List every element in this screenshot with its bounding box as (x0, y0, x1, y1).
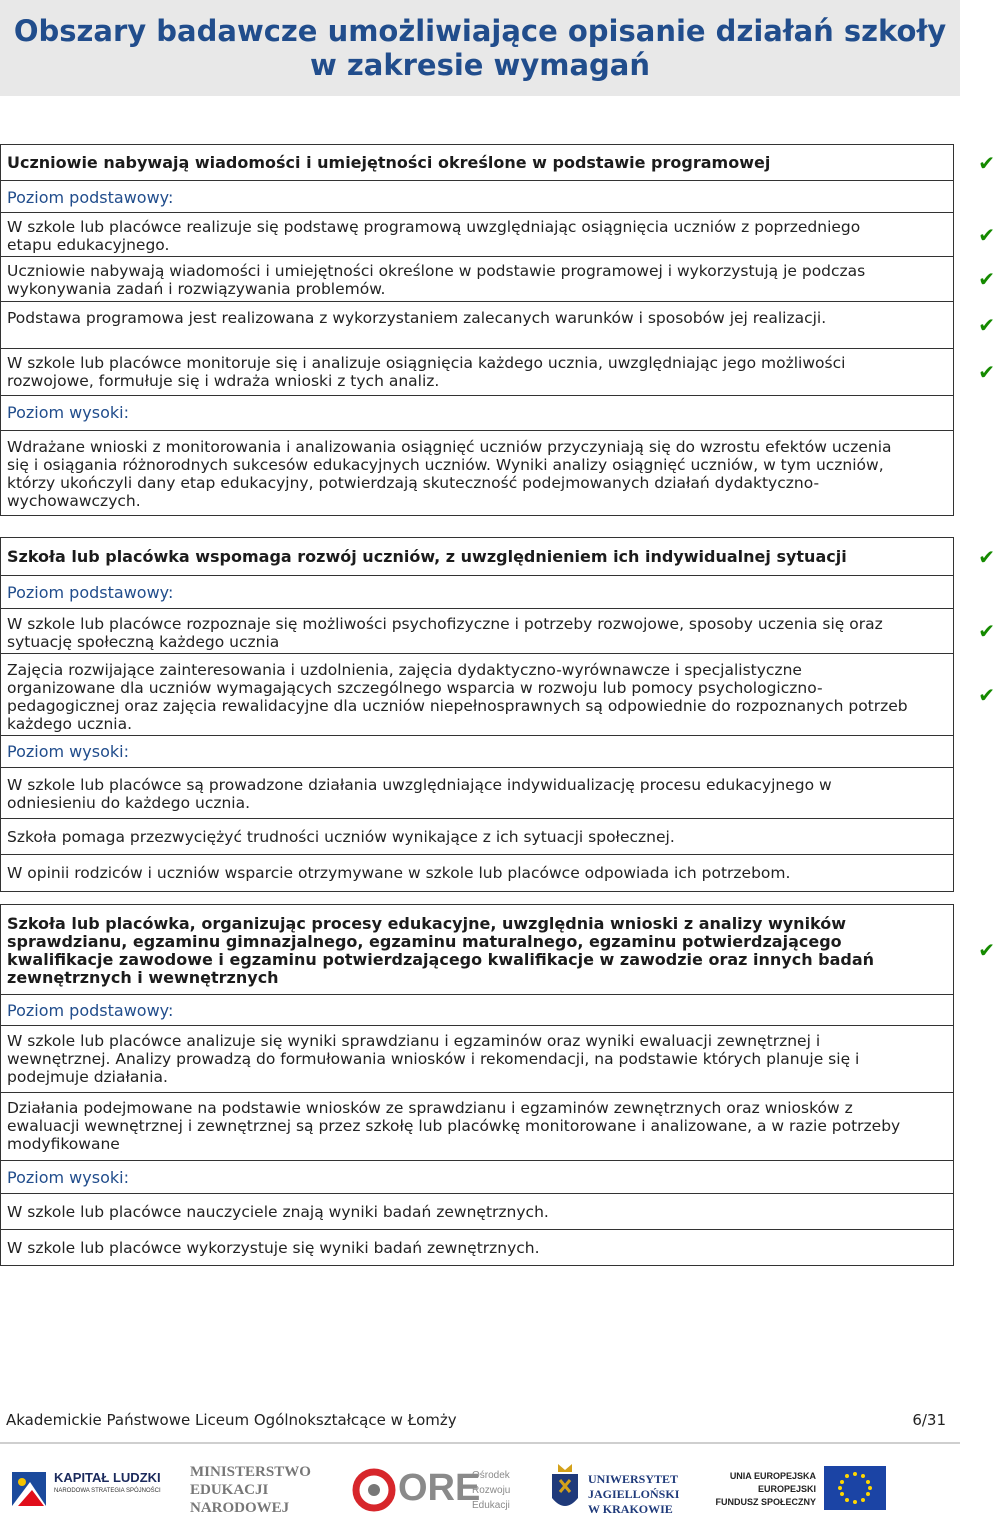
uj-logo (548, 1458, 688, 1524)
uj-text (588, 1472, 679, 1517)
section-2 (0, 538, 995, 892)
requirement-item (0, 608, 995, 654)
ore-subtitle (472, 1468, 510, 1513)
page-footer (6, 1411, 946, 1429)
section-title-row (0, 144, 995, 181)
check-icon: ✔ (978, 360, 995, 384)
high-level-label-row (0, 1160, 954, 1194)
uj-line1: UNIWERSYTET (588, 1472, 679, 1486)
check-icon: ✔ (978, 937, 995, 962)
basic-level-label-row (0, 180, 954, 213)
section-1 (0, 145, 995, 516)
flag-icon (10, 1464, 50, 1514)
requirement-item (0, 1092, 954, 1161)
check-icon: ✔ (978, 222, 995, 247)
requirement-text: W szkole lub placówce nauczyciele znają wyniki badań zewnętrznych. (7, 1203, 549, 1221)
ore-sub-line3: Edukacji (472, 1500, 510, 1511)
requirement-text: W szkole lub placówce rozpoznaje się możliwości psychofizyczne i potrzeby rozwojowe, sposoby uczenia się oraz sytuację społeczną każdego ucznia (7, 615, 883, 651)
section-title-row (0, 537, 995, 576)
eu-text (706, 1470, 816, 1509)
requirement-text: Podstawa programowa jest realizowana z wykorzystaniem zalecanych warunków i sposobów jej realizacji. (7, 309, 827, 327)
footer-divider (0, 1442, 960, 1444)
requirement-text: Zajęcia rozwijające zainteresowania i uzdolnienia, zajęcia dydaktyczno-wyrównawcze i specjalistyczne organizowane dla uczniów wymagających szczególnego wsparcia w rozwoju lub pomocy psychologiczno-pedagogicznej oraz zajęcia rewalidacyjne dla uczniów niepełnosprawnych są odpowiednie do rozpoznanych potrzeb każdego ucznia. (7, 661, 908, 733)
requirement-item (0, 1229, 954, 1266)
crest-icon (548, 1460, 582, 1520)
basic-level-label: Poziom podstawowy: (7, 1001, 174, 1020)
requirement-item (0, 653, 995, 736)
requirement-text: Wdrażane wnioski z monitorowania i analizowania osiągnięć uczniów przyczyniają się do wzrostu efektów uczenia się i osiągania różnorodnych sukcesów edukacyjnych uczniów. Wyniki analizy osiągnięć uczniów, w tym uczniów, którzy ukończyli dany etap edukacyjny, potwierdzają skuteczność podejmowanych działań dydaktyczno-wychowawczych. (7, 438, 892, 510)
requirement-text: Uczniowie nabywają wiadomości i umiejętności określone w podstawie programowej i wykorzystują je podczas wykonywania zadań i rozwiązywania problemów. (7, 262, 866, 298)
section-title: Szkoła lub placówka, organizując procesy edukacyjne, uwzględnia wnioski z analizy wyników sprawdzianu, egzaminu gimnazjalnego, egzaminu maturalnego, egzaminu potwierdzającego kwalifikacje zawodowe i egzaminu potwierdzającego kwalifikacje w zawodzie oraz innych badań zewnętrznych i wewnętrznych (7, 914, 875, 987)
uj-line3: W KRAKOWIE (588, 1502, 673, 1516)
section-title: Uczniowie nabywają wiadomości i umiejętności określone w podstawie programowej (7, 153, 771, 172)
requirement-text: W szkole lub placówce monitoruje się i analizuje osiągnięcia każdego ucznia, uwzględniając jego możliwości rozwojowe, formułuje się i wdraża wnioski z tych analiz. (7, 354, 846, 390)
page-title-line2: w zakresie wymagań (309, 48, 650, 82)
requirement-item (0, 854, 954, 892)
requirement-text: W szkole lub placówce realizuje się podstawę programową uwzględniając osiągnięcia uczniów z poprzedniego etapu edukacyjnego. (7, 218, 861, 254)
section-title: Szkoła lub placówka wspomaga rozwój uczniów, z uwzględnieniem ich indywidualnej sytuacji (7, 547, 847, 566)
requirement-text: Działania podejmowane na podstawie wniosków ze sprawdzianu i egzaminów zewnętrznych oraz wniosków z ewaluacji wewnętrznej i zewnętrznej są przez szkołę lub placówkę monitorowane i analizowane, a w razie potrzeby modyfikowane (7, 1099, 901, 1153)
check-icon: ✔ (978, 267, 995, 291)
ore-sub-line1: Ośrodek (472, 1470, 510, 1481)
requirement-item (0, 348, 995, 396)
check-icon: ✔ (978, 619, 995, 643)
section-title-row (0, 904, 995, 995)
men-line2: EDUKACJI (190, 1482, 269, 1498)
ore-text: ORE (398, 1467, 481, 1509)
section-3 (0, 905, 995, 1266)
check-icon: ✔ (978, 150, 995, 175)
basic-level-label-row (0, 575, 954, 609)
sponsor-logos (0, 1452, 960, 1532)
ore-logo (350, 1458, 530, 1524)
requirement-item (0, 818, 954, 855)
requirement-item (0, 1193, 954, 1230)
school-name: Akademickie Państwowe Liceum Ogólnokształcące w Łomży (6, 1411, 457, 1429)
kapital-ludzki-logo (10, 1458, 170, 1524)
requirement-text: W szkole lub placówce analizuje się wyniki sprawdzianu i egzaminów oraz wyniki ewaluacji zewnętrznej i wewnętrznej. Analizy prowadzą do formułowania wniosków i rekomendacji, na podstawie których planuje się i podejmuje działania. (7, 1032, 860, 1086)
eu-line3: FUNDUSZ SPOŁECZNY (715, 1497, 816, 1507)
basic-level-label-row (0, 994, 954, 1026)
requirement-item (0, 256, 995, 302)
requirement-item (0, 301, 995, 349)
requirement-item (0, 1025, 954, 1093)
requirement-item (0, 212, 995, 257)
check-icon: ✔ (978, 313, 995, 337)
check-icon: ✔ (978, 682, 995, 707)
ore-circle-icon (352, 1468, 396, 1512)
basic-level-label: Poziom podstawowy: (7, 583, 174, 602)
ore-sub-line2: Rozwoju (472, 1485, 511, 1496)
eu-logo (706, 1458, 956, 1524)
men-line3: NARODOWEJ (190, 1500, 290, 1516)
high-level-label: Poziom wysoki: (7, 1168, 129, 1187)
requirement-text: W szkole lub placówce są prowadzone działania uwzględniające indywidualizację procesu edukacyjnego w odniesieniu do każdego ucznia. (7, 776, 832, 812)
page-header (0, 0, 960, 96)
kl-subtitle: NARODOWA STRATEGIA SPÓJNOŚCI (54, 1488, 161, 1494)
eu-line2: EUROPEJSKI (757, 1484, 816, 1494)
men-line1: MINISTERSTWO (190, 1464, 311, 1480)
high-level-label-row (0, 395, 954, 431)
requirement-item (0, 767, 954, 819)
uj-line2: JAGIELLOŃSKI (588, 1487, 680, 1501)
high-level-label: Poziom wysoki: (7, 742, 129, 761)
requirement-text: W opinii rodziców i uczniów wsparcie otrzymywane w szkole lub placówce odpowiada ich potrzebom. (7, 864, 791, 882)
eu-line1: UNIA EUROPEJSKA (729, 1471, 816, 1481)
requirement-text: W szkole lub placówce wykorzystuje się wyniki badań zewnętrznych. (7, 1239, 540, 1257)
requirement-text: Szkoła pomaga przezwyciężyć trudności uczniów wynikające z ich sytuacji społecznej. (7, 828, 675, 846)
high-level-label-row (0, 735, 954, 768)
kl-title: KAPITAŁ LUDZKI (54, 1470, 161, 1485)
eu-flag-icon (824, 1466, 886, 1510)
men-logo (190, 1458, 320, 1524)
basic-level-label: Poziom podstawowy: (7, 188, 174, 207)
high-level-label: Poziom wysoki: (7, 403, 129, 422)
page-number: 6/31 (912, 1411, 946, 1429)
requirement-item (0, 430, 954, 516)
page-title-line1: Obszary badawcze umożliwiające opisanie działań szkoły (13, 14, 947, 48)
check-icon: ✔ (978, 544, 995, 569)
